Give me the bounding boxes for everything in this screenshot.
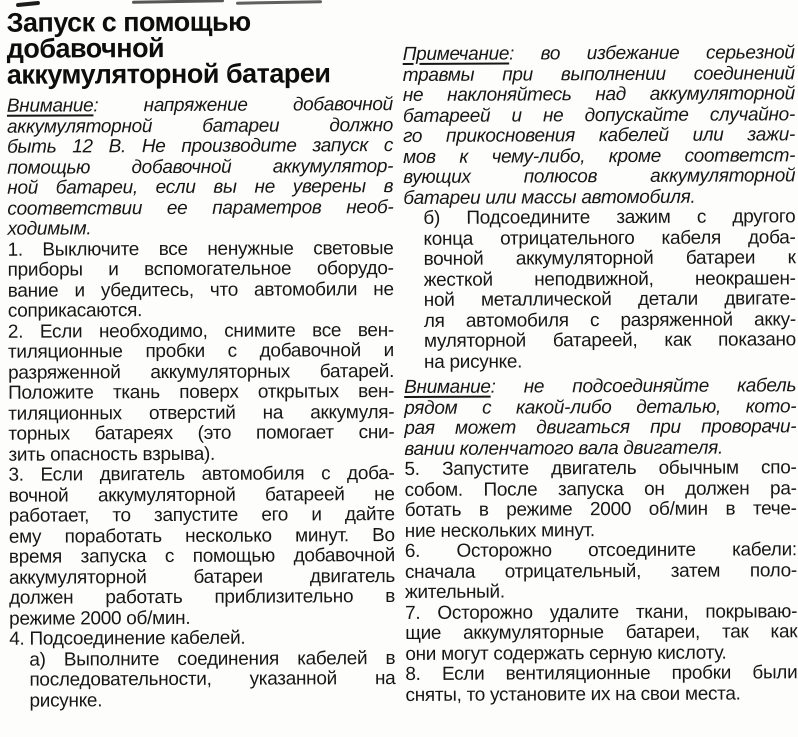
column-right-blocks [403,43,798,706]
text-line: 6. Осторожно отсоедините кабели: [404,539,797,562]
step-item [405,602,797,665]
text-line: соприкасаются. [7,300,143,322]
text-line: 5. Запустите двигатель обычным спо- [404,457,797,480]
text-line: Внимание: не подсоединяйте кабель [404,375,797,398]
title-line: добавочной [6,33,165,64]
text-line: 3. Если двигатель автомобиля с доба- [8,463,395,486]
text-line: мов к чему-либо, кроме соответст- [403,144,796,168]
column-left-blocks [7,95,396,712]
text-line: жительный. [404,581,505,603]
text-line: муляторной батареей, как показано [423,329,796,352]
text-line: рядом с какой-либо деталью, кото- [404,395,797,419]
text-line: на рисунке. [423,350,523,373]
step-item [405,540,797,603]
text-line: Положите ткань поверх открытых вен- [8,381,395,404]
text-line: батареей и не допускайте случайно- [402,103,795,127]
text-line: помощью добавочной аккумулятор- [7,155,394,179]
title-line: аккумуляторной батареи [6,58,331,90]
column-left [6,8,395,712]
step-item [8,321,395,466]
underlined-lead: Внимание [6,95,94,117]
step-item [7,239,393,323]
section-title [6,8,392,88]
text-line: 7. Осторожно удалите ткани, покрываю- [405,600,798,624]
text-line: сняты, то установите их на свои места. [405,683,741,706]
text-line: Примечание: во избежание серьезной [402,42,795,65]
text-line: б) Подсоедините зажим с другого [423,206,796,229]
text-line: щие аккумуляторные батареи, так как [405,621,798,644]
text-line: а) Выполните соединения кабелей в [29,647,396,671]
text-line: травмы при выполнении соединений [402,62,795,86]
text-line: не наклоняйтесь над аккумуляторной [402,83,795,106]
text-line: жесткой неподвижной, неокрашен- [423,267,796,291]
step-item [9,628,395,650]
text-line: Внимание: напряжение добавочной [6,94,393,117]
text-line: рисунке. [29,689,103,712]
text-line: ной металлической детали двигате- [423,288,796,311]
text-line: собом. После запуска он должен ра- [404,477,797,501]
text-line: 4. Подсоединение кабелей. [9,627,246,650]
text-line: ходимым. [7,218,92,240]
text-line: рая может двигаться при проворачи- [404,416,797,439]
text-line: они могут содержать серную кислоту. [405,642,727,665]
step-item [405,663,797,706]
text-line: аккумуляторной батареи должно [6,114,394,138]
text-line: вание и убедитесь, что автомобили не [7,278,394,302]
text-line: 2. Если необходимо, снимите все вен- [7,319,394,343]
warning-note [404,376,796,460]
note-block [403,43,796,209]
text-line: 1. Выключите все ненужные световые [7,237,394,261]
text-line: время запуска с помощью добавочной [8,545,395,568]
text-line: конца отрицательного кабеля доба- [423,226,796,250]
underlined-lead: Примечание [402,43,510,65]
text-line: ние нескольких минут. [404,519,595,542]
text-line: батареи или массы автомобиля. [403,186,696,209]
text-line: приборы и вспомогательное оборудо- [7,258,394,281]
text-line: вочной аккумуляторной батареи к [423,247,796,270]
text-line: го прикосновения кабелей или зажи- [403,124,796,147]
text-line: соответствии ее параметров необ- [7,196,394,220]
text-line: ему поработать несколько минут. Во [8,524,395,548]
text-line: вочной аккумуляторной батареей не [8,483,395,507]
text-line: последовательности, указанной на [29,668,396,691]
text-line: тиляционные пробки с добавочной и [7,340,395,363]
text-line: ной батареи, если вы не уверены в [7,176,394,199]
text-line: ботать в режиме 2000 об/мин в тече- [404,498,797,521]
text-line: сначала отрицательный, затем поло- [404,559,797,583]
text-line: должен работать приблизительно в [9,586,396,609]
text-line: торных батареях (это помогает сни- [8,422,395,445]
step-item [404,458,796,542]
step-item [8,464,395,630]
text-line: 8. Если вентиляционные пробки были [405,662,798,685]
text-line: режиме 2000 об/мин. [9,607,191,630]
text-line: вующих полюсов аккумуляторной [403,165,796,188]
text-line: вании коленчатого вала двигателя. [404,437,723,460]
text-line: работает, то запустите его и дайте [8,504,395,527]
text-line: разряженной аккумуляторных батарей. [8,360,395,384]
underlined-lead: Внимание [404,376,491,398]
text-line: быть 12 В. Не производите запуск с [7,135,394,158]
column-right [402,6,797,710]
warning-note [7,95,394,240]
text-line: зить опасность взрыва). [8,443,216,466]
substep-item [423,207,796,373]
title-line: Запуск с помощью [6,6,251,38]
text-line: тиляционных отверстий на аккумуля- [8,401,395,425]
text-line: ля автомобиля с разряженной акку- [423,308,796,332]
substep-item [29,649,395,712]
text-line: аккумуляторной батареи двигатель [8,565,396,589]
